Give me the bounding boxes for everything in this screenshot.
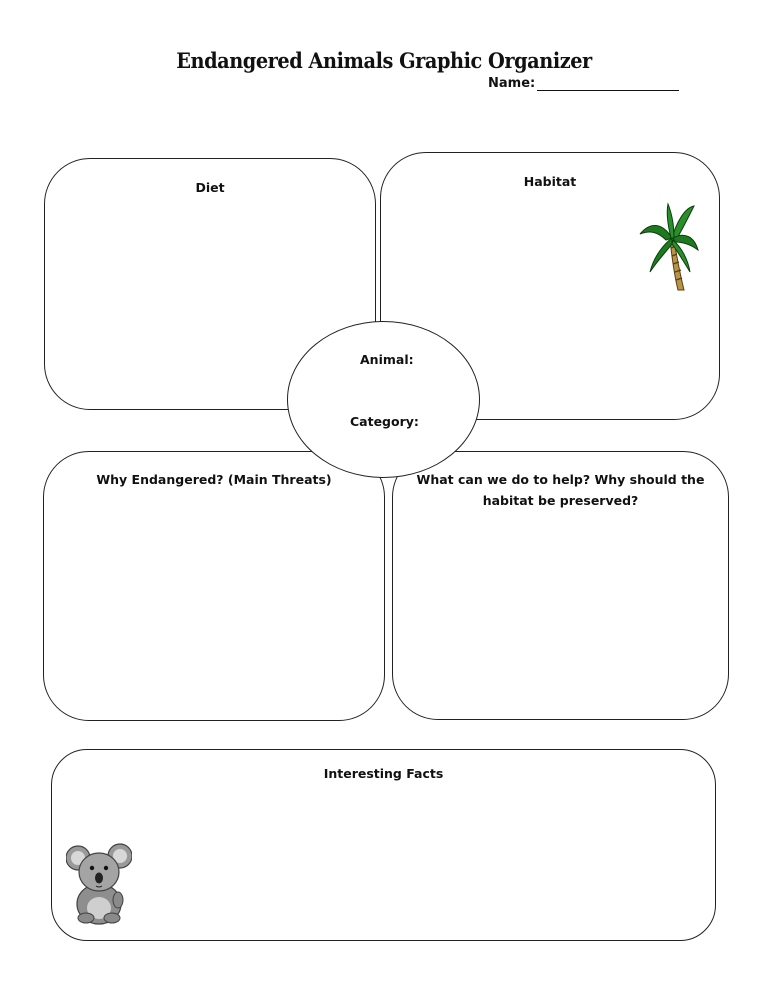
facts-label: Interesting Facts bbox=[323, 766, 444, 781]
diet-label: Diet bbox=[195, 180, 225, 195]
center-oval[interactable] bbox=[287, 321, 480, 478]
name-label: Name: bbox=[488, 76, 536, 91]
koala-icon bbox=[66, 838, 132, 926]
category-label: Category: bbox=[350, 414, 419, 429]
facts-box[interactable] bbox=[51, 749, 716, 941]
threats-box[interactable] bbox=[43, 451, 385, 721]
threats-label: Why Endangered? (Main Threats) bbox=[96, 472, 332, 487]
help-box[interactable] bbox=[392, 451, 729, 720]
page-title: Endangered Animals Graphic Organizer bbox=[176, 48, 592, 73]
name-field bbox=[488, 76, 679, 91]
name-blank-line[interactable] bbox=[537, 76, 679, 91]
animal-label: Animal: bbox=[360, 352, 414, 367]
help-label: What can we do to help? Why should the habitat be preserved? bbox=[416, 472, 705, 508]
habitat-label: Habitat bbox=[523, 174, 577, 189]
palm-tree-icon bbox=[636, 200, 700, 294]
